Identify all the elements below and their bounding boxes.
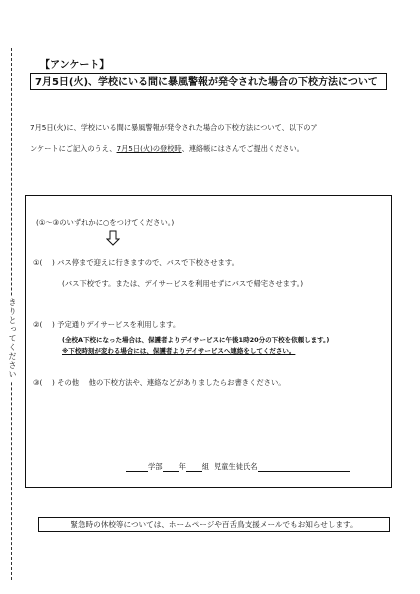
dept-field[interactable] <box>126 462 148 472</box>
option-2-note: (全校A下校になった場合は、保護者よりデイサービスに午後1時20分の下校を依頼します。) <box>62 336 330 344</box>
dept-label: 学部 <box>148 462 163 471</box>
student-name-label: 児童生徒氏名 <box>213 462 258 471</box>
intro-paragraph <box>30 117 390 159</box>
submission-date: 7月5日(火)の登校時 <box>116 144 182 153</box>
year-field[interactable] <box>163 462 179 472</box>
intro-line-2-end: 、連絡帳にはさんでご提出ください。 <box>181 144 304 153</box>
option-2-warning: ※下校時刻が変わる場合には、保護者よりデイサービスへ連絡をしてください。 <box>62 347 296 355</box>
signature-line <box>126 462 350 472</box>
survey-instruction: (①～③のいずれかに○をつけてください。) <box>36 218 175 227</box>
class-field[interactable] <box>186 462 202 472</box>
intro-line-2-start: ンケートにご記入のうえ、 <box>30 144 117 153</box>
intro-line-2 <box>30 138 390 159</box>
option-3-other[interactable]: ③( ) その他 他の下校方法や、連絡などがありましたらお書きください。 <box>33 378 286 387</box>
option-1-bus[interactable]: ①( ) バス停まで迎えに行きますので、バスで下校させます。 <box>33 258 239 267</box>
option-1-note: (バス下校です。または、デイサービスを利用せずにバスで帰宅させます。) <box>62 279 304 288</box>
cut-here-label: きりとってください <box>4 296 18 381</box>
option-2-day-service[interactable]: ②( ) 予定通りデイサービスを利用します。 <box>33 320 181 329</box>
survey-heading: 【アンケート】 <box>40 60 110 71</box>
intro-line-1: 7月5日(火)に、学校にいる間に暴風警報が発令された場合の下校方法について、以下のア <box>30 123 318 132</box>
year-label: 年 <box>178 462 186 471</box>
student-name-field[interactable] <box>258 462 350 472</box>
down-arrow-icon <box>106 230 120 250</box>
class-label: 組 <box>201 462 210 471</box>
emergency-notice: 緊急時の休校等については、ホームページや百舌鳥支援メールでもお知らせします。 <box>38 517 390 532</box>
document-title: 7月5日(火)、学校にいる間に暴風警報が発令された場合の下校方法について <box>30 73 387 90</box>
